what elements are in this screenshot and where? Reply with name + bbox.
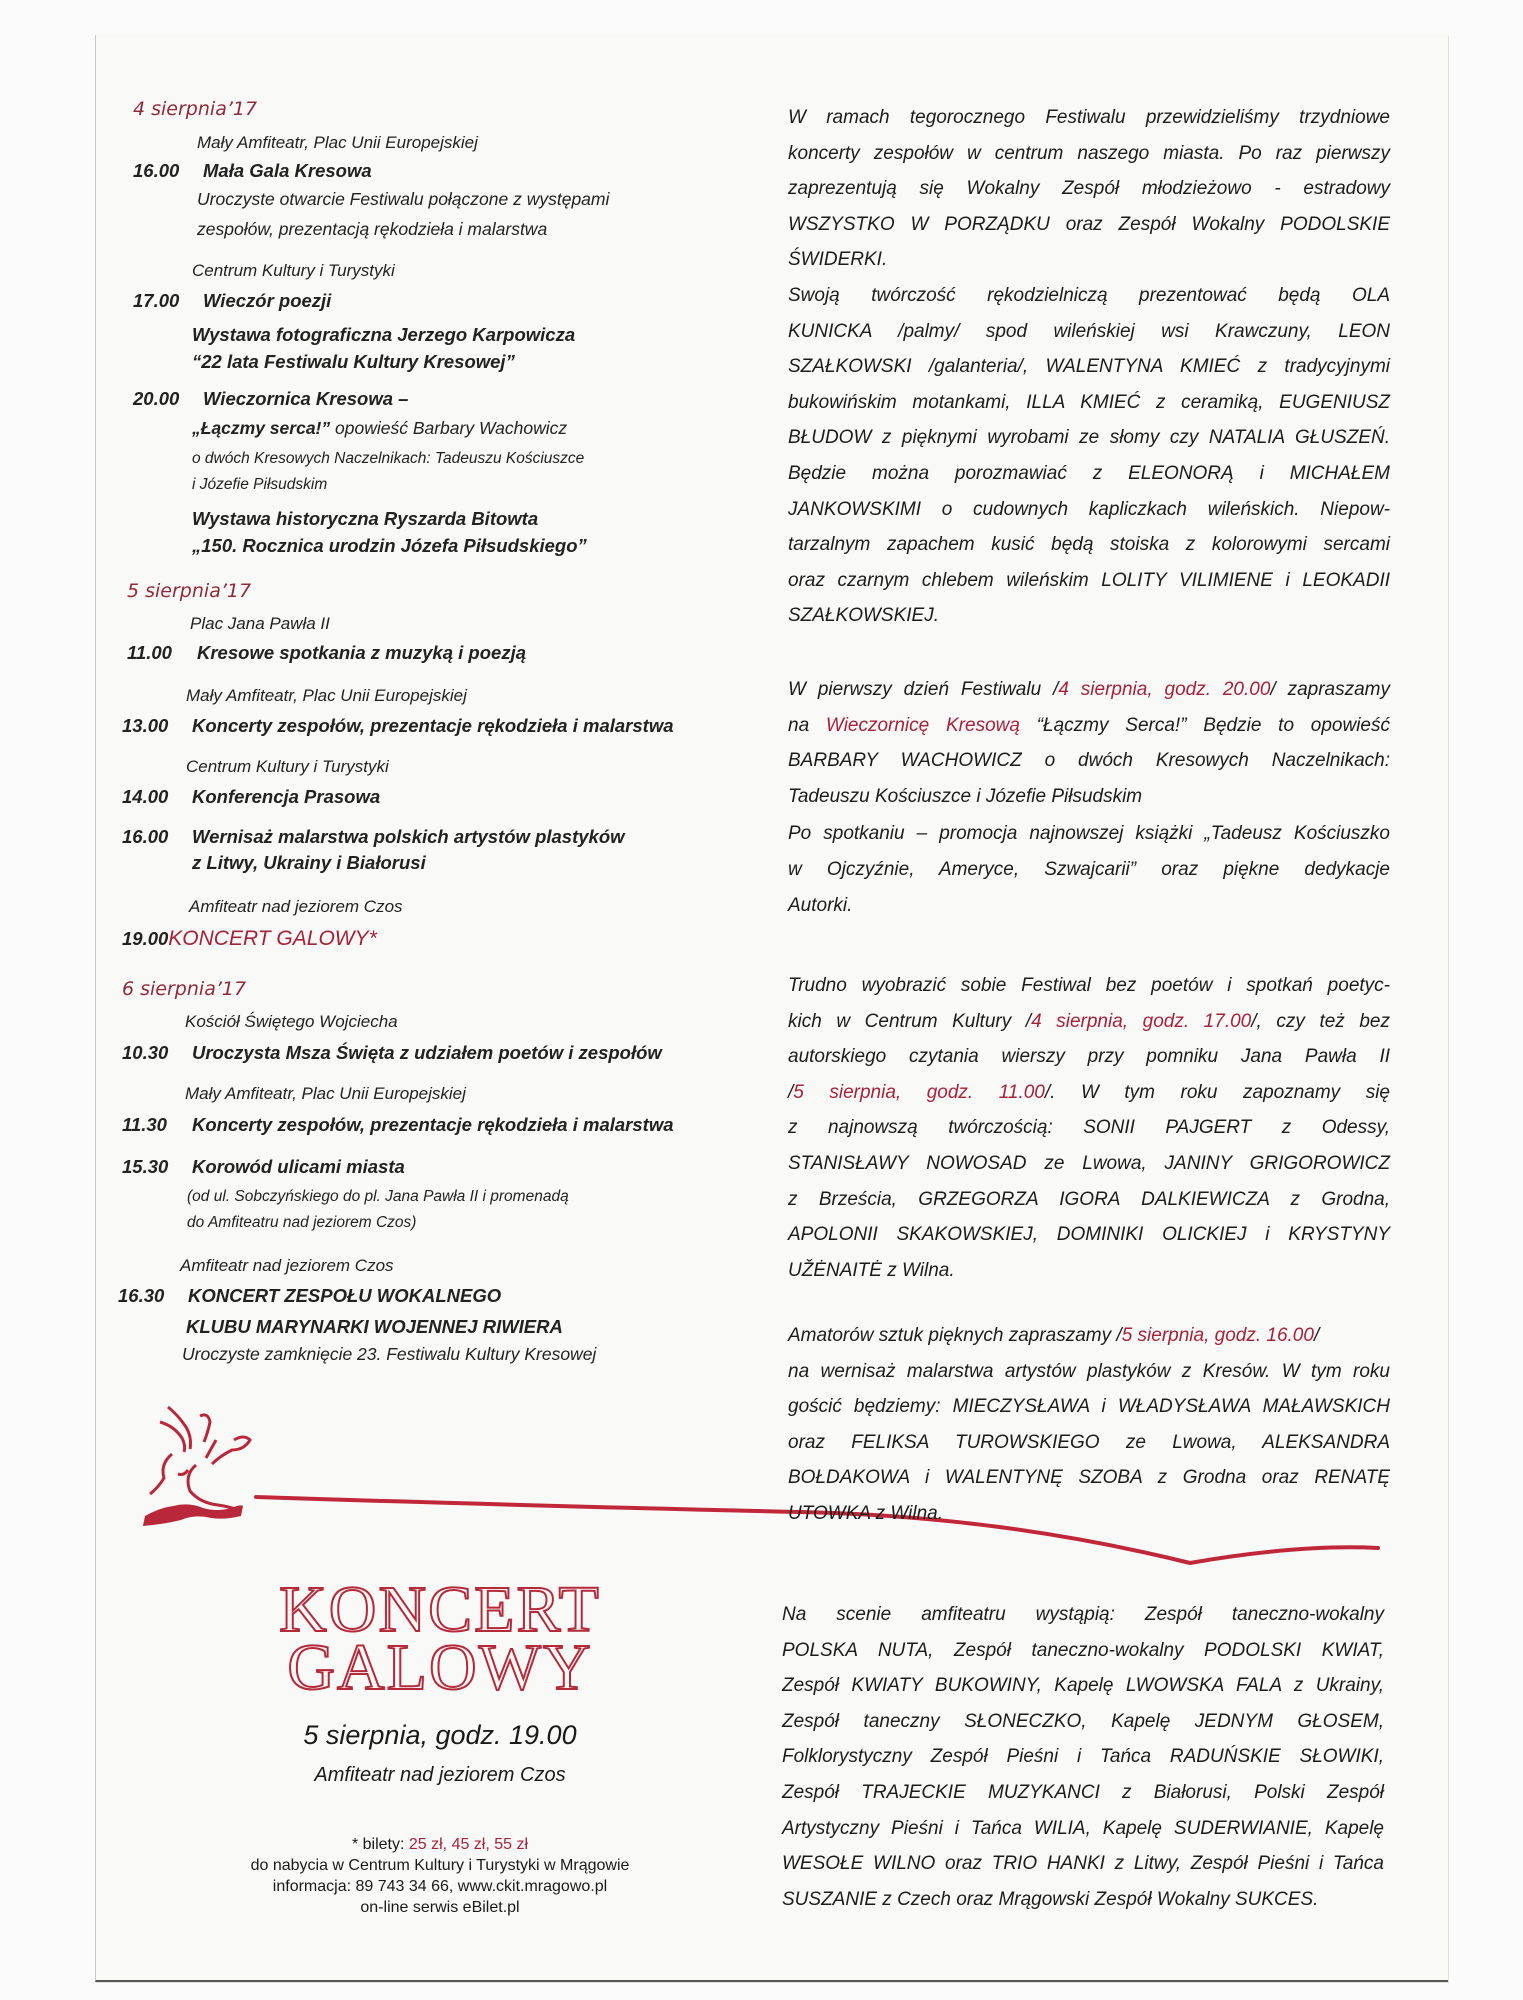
day-heading: 6 sierpnia’17 [122, 978, 247, 1000]
poetry-paragraph [788, 968, 1390, 1288]
event-description-small: i Józefie Piłsudskim [192, 476, 328, 493]
event-time: 19.00 [122, 928, 169, 949]
text-line: JANKOWSKIMI o cudownych kapliczkach wileńskich. Niepow- [788, 498, 1390, 520]
text-line: POLSKA NUTA, Zespół taneczno-wokalny PODOLSKI KWIAT, [782, 1639, 1384, 1661]
text-line: UTOWKA z Wilna. [788, 1502, 944, 1524]
text-line: Trudno wyobrazić sobie Festiwal bez poetów i spotkań poetyc- [788, 975, 1390, 996]
event-title: Kresowe spotkania z muzyką i poezją [197, 642, 526, 663]
event-time: 16.30 [118, 1285, 165, 1306]
event-description: Uroczyste otwarcie Festiwalu połączone z występami [197, 189, 610, 209]
event-title: Wieczór poezji [203, 290, 332, 311]
text-line: Będzie można porozmawiać z ELEONORĄ i MICHAŁEM [788, 462, 1390, 484]
text-line: BOŁDAKOWA i WALENTYNĘ SZOBA z Grodna oraz RENATĘ [788, 1467, 1390, 1489]
text-line: Tadeuszu Kościuszce i Józefie Piłsudskim [788, 785, 1143, 807]
text-line: oraz FELIKSA TUROWSKIEGO ze Lwowa, ALEKSANDRA [788, 1431, 1390, 1453]
text-line: autorskiego czytania wierszy przy pomniku Jana Pawła II [788, 1046, 1390, 1068]
gala-date: 5 sierpnia, godz. 19.00 [303, 1720, 577, 1750]
text-line: Folklorystyczny Zespół Pieśni i Tańca RADUŃSKIE SŁOWIKI, [782, 1746, 1384, 1768]
intro-paragraph [788, 100, 1390, 634]
text-segment: /, czy też bez [1251, 1010, 1390, 1032]
opening-day-paragraph [788, 672, 1390, 923]
event-description: Uroczyste zamknięcie 23. Festiwalu Kultury Kresowej [182, 1344, 597, 1364]
event-quote: „Łączmy serca!” [192, 418, 331, 438]
day-heading: 4 sierpnia’17 [133, 98, 258, 120]
exhibition-subtitle: „150. Rocznica urodzin Józefa Piłsudskiego” [192, 535, 587, 556]
event-title: Wernisaż malarstwa polskich artystów plastyków [192, 826, 625, 847]
event-title: Mała Gala Kresowa [203, 160, 372, 181]
text-segment: Amatorów sztuk pięknych zapraszamy / [788, 1325, 1122, 1346]
event-time: 14.00 [122, 786, 169, 807]
event-description: zespołów, prezentacją rękodzieła i malarstwa [197, 219, 548, 239]
text-line: ŚWIDERKI. [788, 249, 888, 271]
online-ticket-service: on-line serwis eBilet.pl [360, 1899, 520, 1916]
text-segment: kich w Centrum Kultury / [788, 1010, 1032, 1032]
text-line [788, 708, 1390, 744]
venue-label: Mały Amfiteatr, Plac Unii Europejskiej [185, 1084, 466, 1103]
venue-label: Plac Jana Pawła II [190, 614, 330, 633]
ticket-price-values: 25 zł, 45 zł, 55 zł [408, 1836, 529, 1853]
event-time: 16.00 [133, 160, 180, 181]
text-segment: / [1313, 1325, 1320, 1346]
text-line: STANISŁAWY NOWOSAD ze Lwowa, JANINY GRIGOROWICZ [788, 1152, 1390, 1174]
text-segment: “Łączmy Serca!” Będzie to opowieść [1019, 714, 1390, 736]
gala-title-line1: KONCERT [279, 1573, 601, 1646]
event-title-continued: z Litwy, Ukrainy i Białorusi [192, 852, 426, 873]
event-time: 11.00 [127, 642, 172, 663]
gala-ticket-info [200, 1834, 680, 1918]
event-time: 20.00 [133, 388, 180, 409]
event-time: 11.30 [122, 1114, 167, 1135]
text-line: BŁUDOW z pięknymi wyrobami ze słomy czy NATALIA GŁUSZEŃ. [788, 427, 1390, 449]
text-line: Autorki. [788, 894, 853, 916]
festival-flower-book-logo-icon [150, 1407, 250, 1511]
text-line: zaprezentują się Wokalny Zespół młodzieżowo - estradowy [788, 178, 1390, 200]
event-title: KONCERT ZESPOŁU WOKALNEGO [188, 1285, 502, 1306]
exhibition-title: Wystawa fotograficzna Jerzego Karpowicza [192, 324, 576, 345]
venue-label: Centrum Kultury i Turystyki [186, 757, 389, 776]
event-title: Konferencja Prasowa [192, 786, 381, 807]
text-line [788, 1075, 1390, 1111]
text-line: z najnowszą twórczością: SONII PAJGERT z Odessy, [788, 1117, 1390, 1139]
event-title: Koncerty zespołów, prezentacje rękodzieła i malarstwa [192, 1114, 674, 1135]
date-highlight: 4 sierpnia, godz. 17.00 [1031, 1010, 1252, 1032]
day-heading: 5 sierpnia’17 [127, 580, 252, 602]
text-line: UŽĖNAITĖ z Wilna. [788, 1259, 955, 1281]
event-quote-tail: opowieść Barbary Wachowicz [330, 418, 568, 438]
text-line: KUNICKA /palmy/ spod wileńskiej wsi Krawczuny, LEON [788, 320, 1390, 342]
event-time: 16.00 [122, 826, 169, 847]
route-description: do Amfiteatru nad jeziorem Czos) [187, 1214, 417, 1231]
event-time: 13.00 [122, 715, 169, 736]
venue-label: Kościół Świętego Wojciecha [185, 1012, 398, 1031]
ticket-prices [200, 1834, 680, 1855]
date-highlight: 5 sierpnia, godz. 16.00 [1121, 1325, 1314, 1346]
text-line: SZAŁKOWSKI /galanteria/, WALENTYNA KMIEĆ z tradycyjnymi [788, 356, 1390, 378]
event-highlight: Wieczornicę Kresową [825, 714, 1020, 736]
text-line: APOLONII SKAKOWSKIEJ, DOMINIKI OLICKIEJ i KRYSTYNY [788, 1224, 1390, 1246]
event-title: Uroczysta Msza Święta z udziałem poetów i zespołów [192, 1042, 662, 1063]
event-title: Wieczornica Kresowa – [203, 388, 409, 409]
text-line: SUSZANIE z Czech oraz Mrągowski Zespół Wokalny SUKCES. [782, 1888, 1319, 1910]
text-line: bukowińskim motankami, ILLA KMIEĆ z ceramiką, EUGENIUSZ [788, 391, 1390, 413]
ticket-label: * bilety: [351, 1836, 409, 1853]
text-line: WSZYSTKO W PORZĄDKU oraz Zespół Wokalny PODOLSKIE [788, 213, 1390, 235]
text-segment: na [788, 714, 826, 736]
event-description-small: o dwóch Kresowych Naczelnikach: Tadeuszu Kościuszce [192, 450, 585, 467]
text-segment: /. W tym roku zapoznamy się [1044, 1081, 1390, 1103]
text-line: Po spotkaniu – promocja najnowszej książki „Tadeusz Kościuszko [788, 823, 1390, 845]
text-segment: / zapraszamy [1270, 679, 1391, 700]
event-time: 10.30 [122, 1042, 169, 1063]
ticket-sale-location: do nabycia w Centrum Kultury i Turystyki w Mrągowie [250, 1857, 630, 1874]
route-description: (od ul. Sobczyńskiego do pl. Jana Pawła II i promenadą [187, 1188, 569, 1205]
text-line: Zespół taneczny SŁONECZKO, Kapelę JEDNYM GŁOSEM, [782, 1710, 1384, 1732]
text-line: gościć będziemy: MIECZYSŁAWA i WŁADYSŁAWA MAŁAWSKICH [788, 1396, 1390, 1418]
text-line [788, 1318, 1390, 1354]
venue-label: Mały Amfiteatr, Plac Unii Europejskiej [186, 686, 467, 705]
gala-title-line2: GALOWY [287, 1631, 593, 1704]
contact-info: informacja: 89 743 34 66, www.ckit.mragowo.pl [272, 1878, 608, 1895]
text-line: Zespół TRAJECKIE MUZYKANCI z Białorusi, Polski Zespół [782, 1781, 1384, 1803]
exhibition-subtitle: “22 lata Festiwalu Kultury Kresowej” [192, 351, 515, 372]
art-exhibition-paragraph [788, 1318, 1390, 1532]
text-segment: / [788, 1081, 794, 1103]
performers-paragraph [782, 1597, 1384, 1917]
gala-venue: Amfiteatr nad jeziorem Czos [314, 1764, 566, 1786]
event-time: 15.30 [122, 1156, 169, 1177]
text-line: w Ojczyźnie, Ameryce, Szwajcarii” oraz piękne dedykacje [788, 858, 1390, 880]
date-highlight: 5 sierpnia, godz. 11.00 [793, 1081, 1045, 1103]
text-line: na wernisaż malarstwa artystów plastyków z Kresów. W tym roku [788, 1360, 1390, 1382]
exhibition-title: Wystawa historyczna Ryszarda Bitowta [192, 508, 539, 529]
text-segment: W pierwszy dzień Festiwalu / [788, 679, 1059, 700]
event-title-continued: KLUBU MARYNARKI WOJENNEJ RIWIERA [186, 1316, 563, 1337]
text-line: Zespół KWIATY BUKOWINY, Kapelę LWOWSKA FALA z Ukrainy, [782, 1675, 1384, 1697]
text-line: Artystyczny Pieśni i Tańca WILIA, Kapelę SUDERWIANIE, Kapelę [782, 1817, 1384, 1839]
text-line [788, 672, 1390, 708]
text-line: WESOŁE WILNO oraz TRIO HANKI z Litwy, Zespół Pieśni i Tańca [782, 1853, 1384, 1875]
venue-label: Centrum Kultury i Turystyki [192, 261, 395, 280]
venue-label: Amfiteatr nad jeziorem Czos [189, 897, 403, 916]
text-line: tarzalnym zapachem kusić będą stoiska z kolorowymi sercami [788, 534, 1390, 556]
venue-label: Mały Amfiteatr, Plac Unii Europejskiej [197, 133, 478, 152]
date-highlight: 4 sierpnia, godz. 20.00 [1058, 679, 1271, 700]
text-line: SZAŁKOWSKIEJ. [788, 605, 939, 627]
event-title: Koncerty zespołów, prezentacje rękodzieła i malarstwa [192, 715, 674, 736]
text-line: oraz czarnym chlebem wileńskim LOLITY VILIMIENE i LEOKADII [788, 569, 1390, 591]
text-line: Swoją twórczość rękodzielniczą prezentować będą OLA [788, 284, 1390, 306]
venue-label: Amfiteatr nad jeziorem Czos [180, 1256, 394, 1275]
text-line: Na scenie amfiteatru wystąpią: Zespół taneczno-wokalny [782, 1604, 1384, 1625]
text-line: W ramach tegorocznego Festiwalu przewidzieliśmy trzydniowe [788, 107, 1390, 128]
event-time: 17.00 [133, 290, 180, 311]
text-line [788, 1004, 1390, 1040]
text-line: z Brześcia, GRZEGORZA IGORA DALKIEWICZA z Grodna, [788, 1188, 1390, 1210]
text-line: BARBARY WACHOWICZ o dwóch Kresowych Naczelnikach: [788, 750, 1390, 772]
text-line: koncerty zespołów w centrum naszego miasta. Po raz pierwszy [788, 142, 1390, 164]
gala-concert-link: KONCERT GALOWY* [168, 927, 377, 950]
event-title: Korowód ulicami miasta [192, 1156, 405, 1177]
